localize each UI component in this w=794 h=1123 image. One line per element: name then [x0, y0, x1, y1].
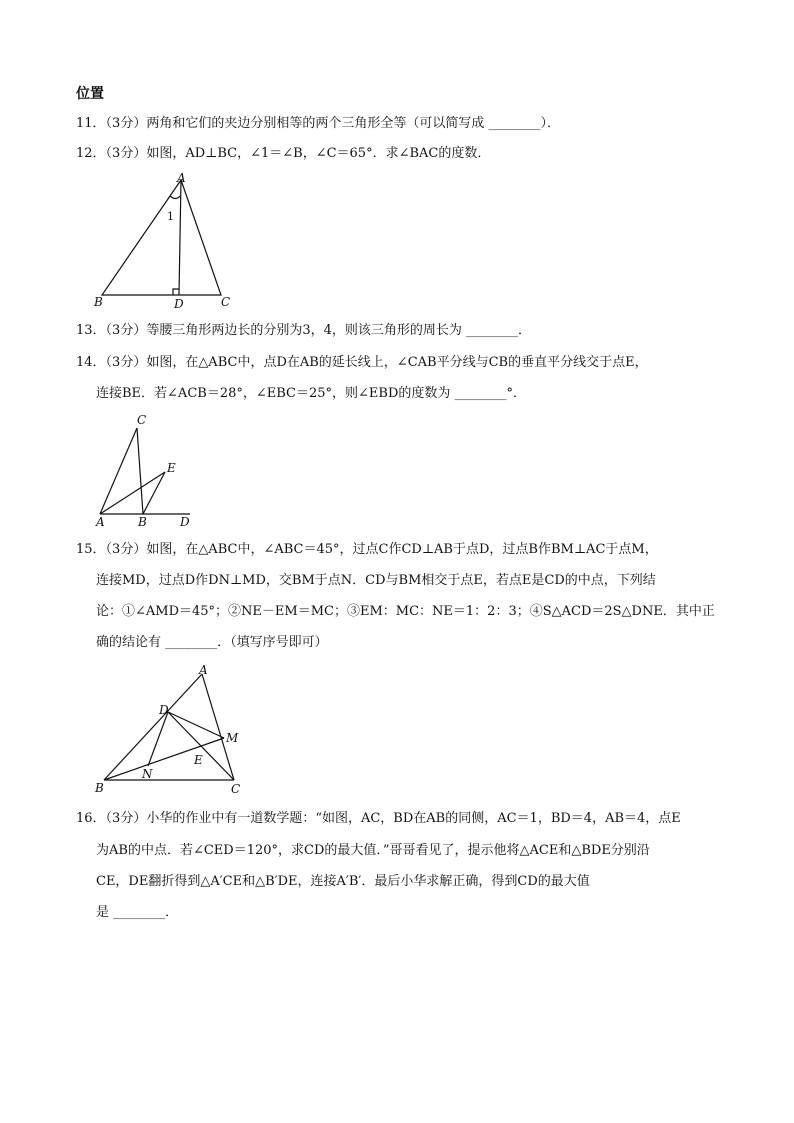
label-a: A	[177, 171, 186, 185]
label-b: B	[95, 781, 104, 795]
label-a: A	[96, 515, 105, 529]
triangle-abc	[102, 180, 221, 295]
angle-1-arc	[170, 196, 180, 199]
segment-dn	[148, 712, 168, 766]
question-15-line-1: 15．（3分）如图，在△ABC中，∠ABC＝45°，过点C作CD⊥AB于点D，过点B作BM⊥AC于点M，	[76, 542, 658, 557]
label-e: E	[167, 461, 176, 475]
label-c: C	[231, 782, 241, 796]
segment-be	[143, 472, 165, 514]
right-angle-mark	[173, 289, 179, 295]
label-b: B	[138, 515, 147, 529]
label-m: M	[226, 731, 239, 745]
label-n: N	[142, 767, 153, 781]
question-16-line-1: 16．（3分）小华的作业中有一道数学题：“如图，AC，BD在AB的同侧，AC＝1，BD＝4，AB＝4，点E	[76, 811, 681, 826]
label-angle-1: 1	[167, 210, 174, 223]
label-d: D	[180, 515, 190, 529]
section-heading: 位置	[76, 86, 104, 102]
figure-q15-triangle	[90, 662, 250, 797]
question-11: 11．（3分）两角和它们的夹边分别相等的两个三角形全等（可以简写成 ________）．	[76, 116, 560, 131]
label-c: C	[221, 295, 231, 309]
question-14-line-1: 14．（3分）如图，在△ABC中，点D在AB的延长线上，∠CAB平分线与CB的垂直平分线交于点E，	[76, 355, 648, 370]
question-13: 13．（3分）等腰三角形两边长的分别为3，4，则该三角形的周长为 ________．	[76, 323, 531, 338]
segment-dm	[168, 712, 224, 738]
segment-ac	[100, 428, 137, 514]
question-15-line-2: 连接MD，过点D作DN⊥MD，交BM于点N．CD与BM相交于点E，若点E是CD的中点，下列结	[96, 573, 656, 588]
label-c: C	[137, 413, 147, 427]
label-d: D	[159, 703, 169, 717]
figure-q12-triangle	[88, 168, 248, 313]
question-15-line-3: 论：①∠AMD＝45°；②NE－EM＝MC；③EM：MC：NE＝1：2：3；④S△ACD＝2S△DNE．其中正	[96, 604, 715, 619]
question-16-line-4: 是 ________．	[96, 905, 179, 920]
label-a: A	[199, 663, 208, 677]
label-b: B	[94, 295, 103, 309]
question-12: 12．（3分）如图，AD⊥BC，∠1＝∠B，∠C＝65°．求∠BAC的度数．	[76, 146, 491, 161]
question-16-line-3: CE，DE翻折得到△A′CE和△B′DE，连接A′B′．最后小华求解正确，得到CD的最大值	[96, 874, 590, 889]
segment-ae	[100, 472, 165, 514]
segment-ba	[104, 674, 202, 780]
label-e: E	[194, 753, 203, 767]
label-d: D	[174, 297, 184, 311]
question-16-line-2: 为AB的中点．若∠CED＝120°，求CD的最大值．”哥哥看见了，提示他将△ACE和△BDE分别沿	[96, 843, 650, 858]
segment-bm	[104, 738, 224, 780]
question-15-line-4: 确的结论有 ________．（填写序号即可）	[96, 635, 328, 650]
figure-q14-triangle	[92, 410, 202, 530]
question-14-line-2: 连接BE．若∠ACB＝28°，∠EBC＝25°，则∠EBD的度数为 ________°．	[96, 386, 527, 401]
segment-bc	[137, 428, 143, 514]
